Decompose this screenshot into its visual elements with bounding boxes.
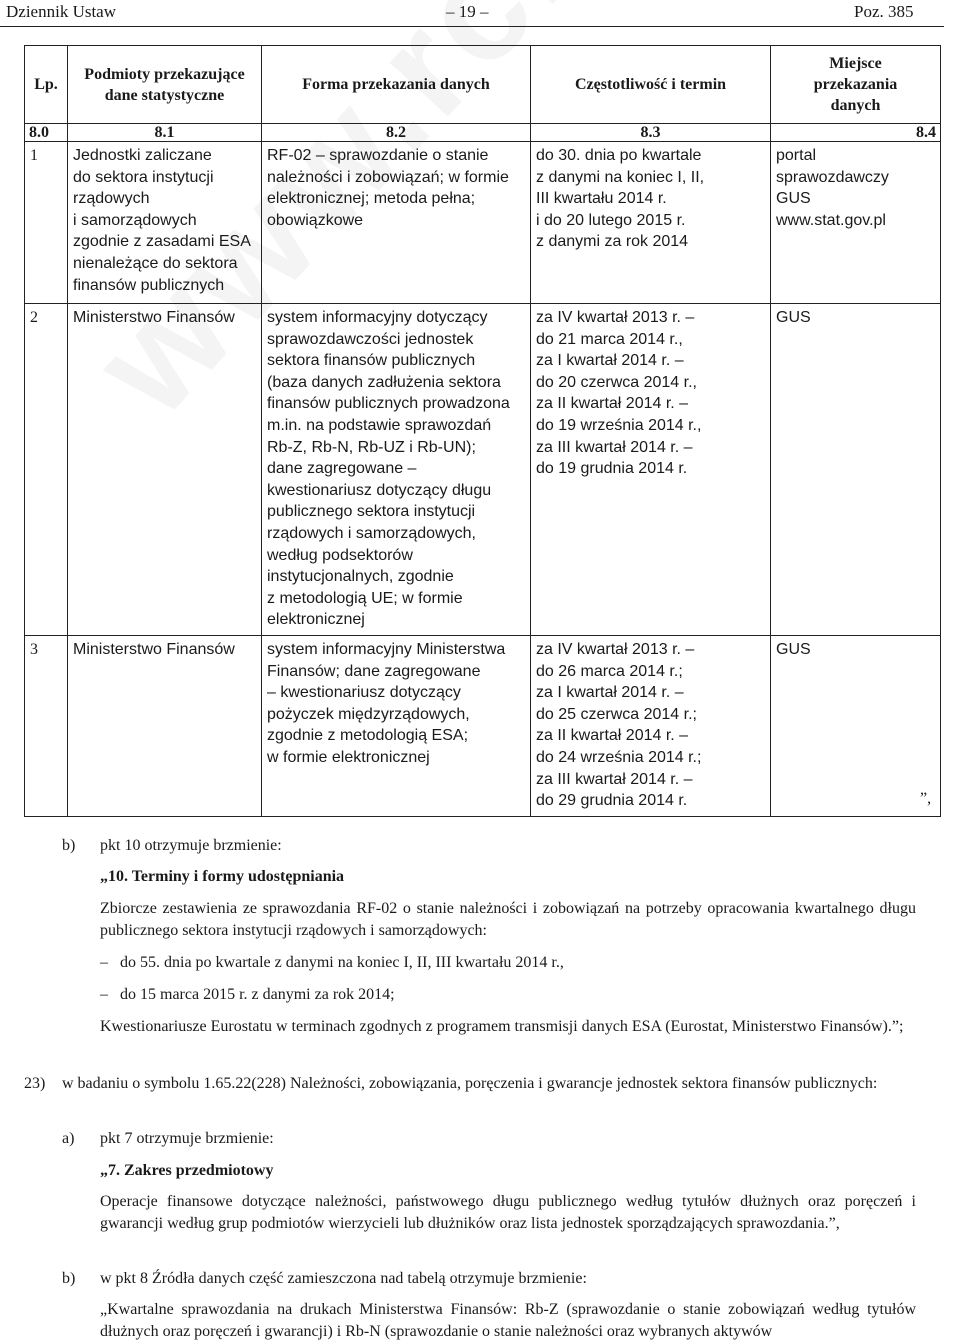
header-podmioty: Podmioty przekazujące dane statystyczne — [68, 46, 262, 124]
paragraph: Operacje finansowe dotyczące należności, państwowego długu publicznego według tytułów dłużnych oraz poręczeń i gwarancji według grup podmiotów wierzycieli lub dłużników oraz lista jednostek sporządzających sprawozdania.”, — [100, 1193, 916, 1232]
row-termin: za IV kwartał 2013 r. – do 21 marca 2014 r., za I kwartał 2014 r. – do 20 czerwca 2014 r., za II kwartał 2014 r. – do 19 września 2014 r., za III kwartał 2014 r. – do 19 grudnia 2014 r. — [536, 309, 702, 478]
row-miejsce: GUS — [776, 309, 811, 326]
list-item: do 15 marca 2015 r. z danymi za rok 2014; — [120, 986, 395, 1003]
item-label: a) — [62, 1130, 75, 1147]
table-row — [25, 636, 941, 817]
col-number: 8.0 — [25, 124, 68, 142]
col-number: 8.2 — [262, 124, 531, 142]
row-podmiot: Ministerstwo Finansów — [73, 641, 235, 658]
table-header-row — [25, 46, 941, 124]
header-miejsce: Miejsce przekazania danych — [771, 46, 941, 124]
point-label: 23) — [24, 1075, 46, 1092]
row-forma: system informacyjny Ministerstwa Finansów; dane zagregowane – kwestionariusz dotyczący pożyczek międzyrządowych, zgodnie z metodologią ESA; w formie elektronicznej — [267, 641, 506, 766]
section-title: „10. Terminy i formy udostępniania — [100, 868, 345, 885]
column-number-row — [25, 124, 941, 142]
item-text: pkt 7 otrzymuje brzmienie: — [100, 1130, 274, 1147]
paragraph: Zbiorcze zestawienia ze sprawozdania RF-02 o stanie należności i zobowiązań na potrzeby opracowania kwartalnego długu publicznego sektora instytucji rządowych i samorządowych: — [100, 900, 916, 939]
paragraph: Kwestionariusze Eurostatu w terminach zgodnych z programem transmisji danych ESA (Eurostat, Ministerstwo Finansów).”; — [100, 1018, 904, 1035]
table-closing-quote: ”, — [920, 790, 932, 807]
page-number: – 19 – — [446, 2, 489, 21]
col-number: 8.3 — [531, 124, 771, 142]
item-text: w pkt 8 Źródła danych część zamieszczona nad tabelą otrzymuje brzmienie: — [100, 1270, 587, 1287]
row-lp: 2 — [30, 309, 38, 326]
paragraph: w badaniu o symbolu 1.65.22(228) Należności, zobowiązania, poręczenia i gwarancje jednostek sektora finansów publicznych: — [62, 1075, 878, 1092]
header-lp: Lp. — [25, 46, 68, 124]
header-rule — [0, 26, 944, 27]
row-lp: 3 — [30, 641, 38, 658]
row-forma: RF-02 – sprawozdanie o stanie należności i zobowiązań; w formie elektronicznej; metoda pełna; obowiązkowe — [267, 147, 509, 229]
row-podmiot: Ministerstwo Finansów — [73, 309, 235, 326]
header-forma: Forma przekazania danych — [262, 46, 531, 124]
paragraph: „Kwartalne sprawozdania na drukach Ministerstwa Finansów: Rb-Z (sprawozdanie o stanie zobowiązań według tytułów dłużnych oraz poręczeń i gwarancji) i Rb-N (sprawozdanie o stanie należności oraz wybranych aktywów — [100, 1301, 916, 1340]
table-row — [25, 142, 941, 304]
section-title: „7. Zakres przedmiotowy — [100, 1162, 274, 1179]
list-dash: – — [100, 986, 108, 1003]
item-label: b) — [62, 1270, 76, 1287]
col-number: 8.4 — [771, 124, 941, 142]
col-number: 8.1 — [68, 124, 262, 142]
row-termin: do 30. dnia po kwartale z danymi na koniec I, II, III kwartału 2014 r. i do 20 lutego 2015 r. z danymi za rok 2014 — [536, 147, 705, 251]
list-dash: – — [100, 954, 108, 971]
header-czestotliwosc: Częstotliwość i termin — [531, 46, 771, 124]
row-lp: 1 — [30, 147, 38, 164]
row-podmiot: Jednostki zaliczane do sektora instytucji rządowych i samorządowych zgodnie z zasadami ESA nienależące do sektora finansów publicznych — [73, 147, 251, 294]
row-miejsce: GUS — [776, 641, 811, 658]
item-text: pkt 10 otrzymuje brzmienie: — [100, 837, 282, 854]
table-row — [25, 304, 941, 636]
data-table — [24, 45, 941, 817]
journal-name: Dziennik Ustaw — [6, 2, 117, 21]
row-miejsce: portal sprawozdawczy GUS www.stat.gov.pl — [776, 147, 889, 229]
row-termin: za IV kwartał 2013 r. – do 26 marca 2014 r.; za I kwartał 2014 r. – do 25 czerwca 2014 r.; za II kwartał 2014 r. – do 24 września 2014 r.; za III kwartał 2014 r. – do 29 grudnia 2014 r. — [536, 641, 702, 810]
list-item: do 55. dnia po kwartale z danymi na koniec I, II, III kwartału 2014 r., — [120, 954, 564, 971]
item-label: b) — [62, 837, 76, 854]
position-number: Poz. 385 — [854, 2, 914, 21]
row-forma: system informacyjny dotyczący sprawozdawczości jednostek sektora finansów publicznych (baza danych zadłużenia sektora finansów publicznych prowadzona m.in. na podstawie sprawozdań Rb-Z, Rb-N, Rb-UZ i Rb-UN); dane zagregowane – kwestionariusz dotyczący długu publicznego sektora instytucji rządowych i samorządowych, według podsektorów instytucjonalnych, zgodnie z metodologią UE; w formie elektronicznej — [267, 309, 510, 629]
